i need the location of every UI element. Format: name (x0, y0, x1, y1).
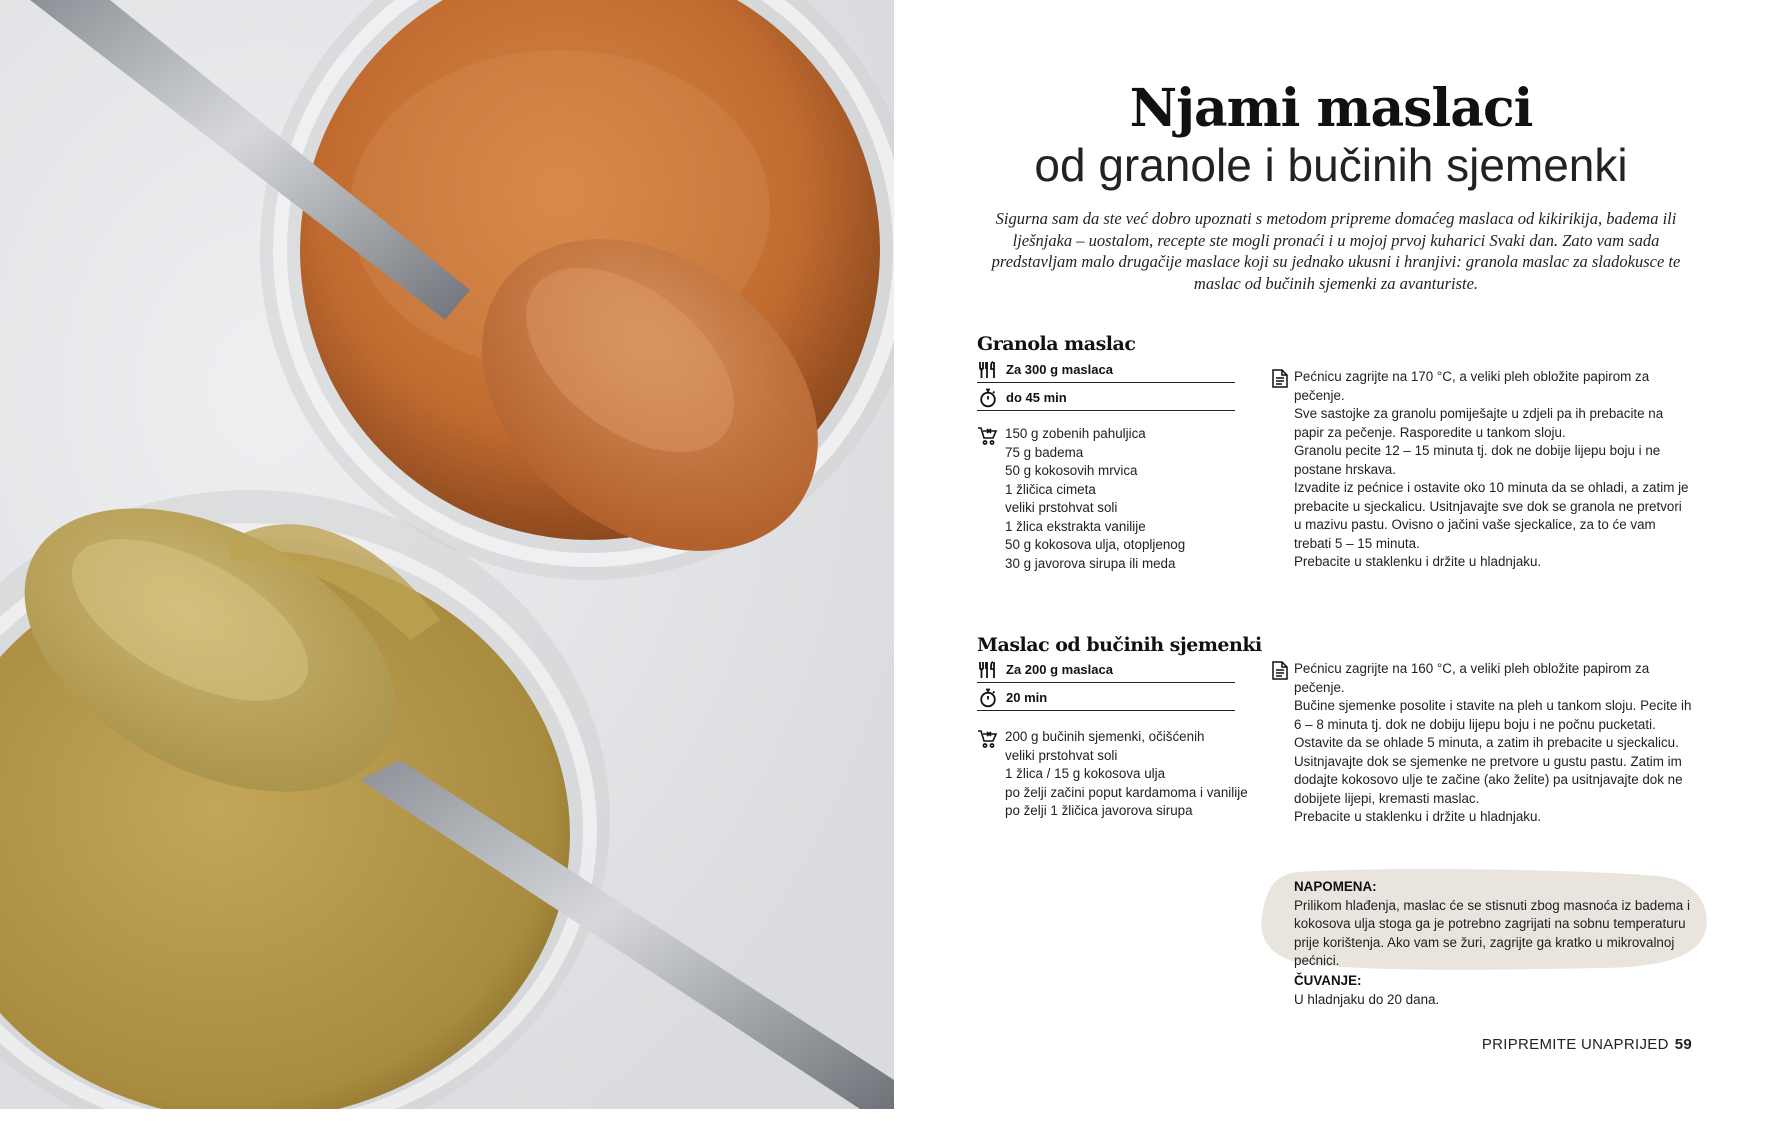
method-step: Sve sastojke za granolu pomiješajte u zdjeli pa ih prebacite na papir za pečenje. Rasporedite u tankom sloju. (1294, 406, 1664, 440)
storage-box (1294, 972, 1704, 1009)
page-number: 59 (1674, 1036, 1692, 1053)
time-text: 20 min (1006, 690, 1048, 705)
method-step: Pećnicu zagrijte na 170 °C, a veliki pleh obložite papirom za pečenje. (1294, 369, 1650, 403)
method-step: Ostavite da se ohlade 5 minuta, a zatim ih prebacite u sjeckalicu. Usitnjavajte dok se sjemenke ne pretvore u gustu pastu. Zatim im dodajte kokosovo ulje te začine (ako želite) pa usitnjavajte dok ne dobijete lijepi, kremasti maslac. (1294, 735, 1683, 806)
stopwatch-icon (977, 688, 999, 708)
document-icon (1272, 661, 1290, 681)
method-step: Izvadite iz pećnice i ostavite oko 10 minuta da se ohladi, a zatim je prebacite u sjeckalicu. Usitnjavajte sve dok se granola ne pretvori u mazivu pastu. Ovisno o jačini vaše sjeckalice, za to će vam trebati 5 – 15 minuta. (1294, 480, 1689, 551)
time-text: do 45 min (1006, 390, 1067, 405)
note-heading: NAPOMENA: (1294, 879, 1377, 894)
servings-text: Za 300 g maslaca (1006, 362, 1113, 377)
ingredient-item: 50 g kokosovih mrvica (1005, 463, 1138, 478)
servings-text: Za 200 g maslaca (1006, 662, 1113, 677)
ingredient-item: 30 g javorova sirupa ili meda (1005, 555, 1176, 571)
note-box (1294, 878, 1704, 971)
ingredient-item: 150 g zobenih pahuljica (1005, 426, 1146, 441)
note-text: Prilikom hlađenja, maslac će se stisnuti zbog masnoća iz badema i kokosova ulja stoga ga je potrebno zagrijati na sobnu temperaturu prije korištenja. Ako vam se žuri, zagrijte ga kratko u mikrovalnoj pećnici. (1294, 897, 1690, 968)
ingredient-item: 1 žlica / 15 g kokosova ulja (1005, 766, 1166, 781)
page-footer (1482, 1036, 1692, 1053)
method-step: Pećnicu zagrijte na 160 °C, a veliki pleh obložite papirom za pečenje. (1294, 661, 1650, 695)
ingredient-item: veliki prstohvat soli (1005, 500, 1118, 515)
page-subtitle: od granole i bučinih sjemenki (1034, 139, 1628, 191)
page-title: Njami maslaci (1129, 78, 1533, 139)
ingredients-list-granola (977, 425, 1267, 573)
stopwatch-icon (977, 388, 999, 408)
ingredient-item: 200 g bučinih sjemenki, očišćenih (1005, 729, 1205, 744)
method-step: Granolu pecite 12 – 15 minuta tj. dok ne dobije lijepu boju i ne postane hrskava. (1294, 443, 1661, 477)
recipe-page (894, 0, 1768, 1121)
cutlery-icon (977, 660, 999, 680)
section-name: PRIPREMITE UNAPRIJED (1481, 1036, 1669, 1053)
ingredient-item: veliki prstohvat soli (1005, 747, 1118, 763)
servings-row (977, 657, 1235, 683)
method-step: Prebacite u staklenku i držite u hladnjaku. (1294, 554, 1542, 569)
ingredients-list-pumpkin (977, 728, 1267, 821)
shopping-icon (977, 729, 999, 749)
ingredient-item: po želji 1 žličica javorova sirupa (1005, 803, 1193, 818)
ingredient-item: 1 žlica ekstrakta vanilije (1005, 518, 1146, 534)
recipe-title-pumpkin: Maslac od bučinih sjemenki (977, 634, 1262, 656)
method-step: Prebacite u staklenku i držite u hladnjaku. (1294, 809, 1542, 824)
servings-row (977, 357, 1235, 383)
ingredient-item: 75 g badema (1005, 444, 1084, 460)
document-icon (1272, 369, 1290, 389)
recipe-title-granola: Granola maslac (977, 333, 1136, 355)
ingredient-item: po želji začini poput kardamoma i vanilije (1005, 784, 1248, 800)
shopping-icon (977, 426, 999, 446)
method-step: Bučine sjemenke posolite i stavite na pleh u tankom sloju. Pecite ih 6 – 8 minuta tj. dok ne dobiju lijepu boju i ne počnu pucketati. (1294, 698, 1692, 732)
method-granola (1272, 368, 1692, 572)
storage-text: U hladnjaku do 20 dana. (1294, 991, 1440, 1007)
ingredient-item: 1 žličica cimeta (1005, 481, 1096, 497)
cutlery-icon (977, 360, 999, 380)
time-row (977, 385, 1235, 411)
method-pumpkin (1272, 660, 1692, 827)
time-row (977, 685, 1235, 711)
ingredient-item: 50 g kokosova ulja, otopljenog (1005, 537, 1186, 552)
intro-paragraph: Sigurna sam da ste već dobro upoznati s metodom pripreme domaćeg maslaca od kikirikija, badema ili lješnjaka – uostalom, recepte ste mogli pronaći i u mojoj prvoj kuharici Svaki dan. Zato vam sada predstavljam malo drugačije maslace koji su jednako ukusni i hranjivi: granola maslac za sladokusce te maslac od bučinih sjemenki za avanturiste. (991, 209, 1681, 293)
storage-heading: ČUVANJE: (1294, 973, 1362, 988)
